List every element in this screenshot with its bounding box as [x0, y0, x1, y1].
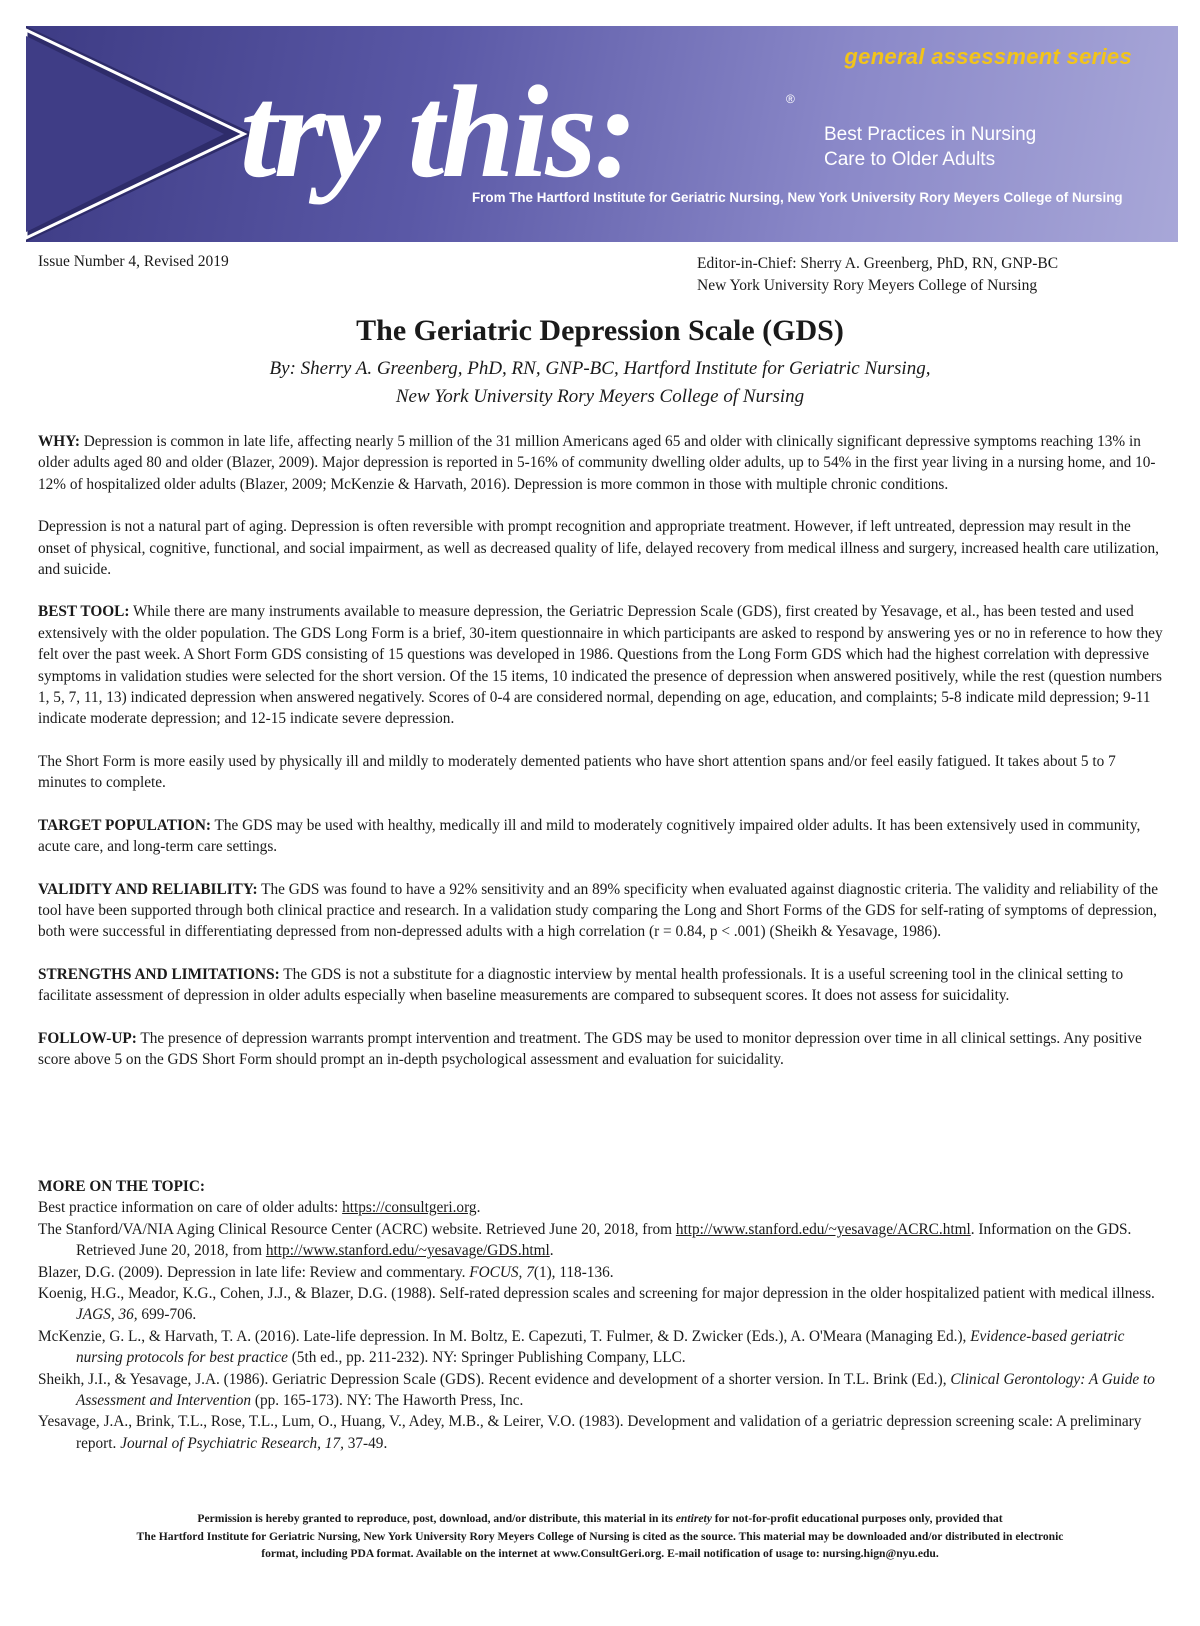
reference-text: . Information on the GDS. Retrieved June 20, 2018, from	[76, 1220, 1132, 1260]
byline-line-1: By: Sherry A. Greenberg, PhD, RN, GNP-BC, Hartford Institute for Geriatric Nursing,	[269, 358, 931, 379]
footer-text: for not-for-profit educational purposes only, provided that	[711, 1512, 1003, 1525]
section-strengths	[38, 964, 1164, 1007]
publisher-line: From The Hartford Institute for Geriatric Nursing, New York University Rory Meyers College of Nursing	[472, 190, 1123, 205]
reference-best-practice	[38, 1197, 1164, 1218]
consultgeri-link[interactable]: https://consultgeri.org	[342, 1199, 477, 1217]
editor-line-2: New York University Rory Meyers College of Nursing	[697, 277, 1038, 294]
reference-journal: Clinical Gerontology: A Guide to Assessment and Intervention	[76, 1370, 1155, 1410]
section-label: TARGET POPULATION:	[38, 816, 211, 834]
section-label: FOLLOW-UP:	[38, 1029, 137, 1047]
section-target-population	[38, 815, 1164, 858]
reference-journal: FOCUS, 7	[469, 1263, 534, 1281]
section-why	[38, 431, 1164, 495]
reference-yesavage	[38, 1411, 1164, 1454]
permission-footer	[30, 1510, 1170, 1563]
registered-mark: ®	[786, 92, 795, 106]
reference-text: Sheikh, J.I., & Yesavage, J.A. (1986). Geriatric Depression Scale (GDS). Recent evidence and development of a shorter version. In T.L. Brink (Ed.),	[38, 1370, 951, 1388]
try-this-logo: try this:	[240, 58, 635, 205]
section-follow-up	[38, 1028, 1164, 1071]
tagline-line-2: Care to Older Adults	[824, 149, 996, 170]
issue-number: Issue Number 4, Revised 2019	[38, 253, 229, 270]
section-label: BEST TOOL:	[38, 603, 130, 621]
footer-text: Permission is hereby granted to reproduce, post, download, and/or distribute, this material in its	[197, 1512, 676, 1525]
reference-sheikh	[38, 1369, 1164, 1412]
reference-text: .	[476, 1199, 481, 1217]
reference-journal: Journal of Psychiatric Research, 17,	[120, 1434, 344, 1452]
section-label: STRENGTHS AND LIMITATIONS:	[38, 965, 280, 983]
tagline	[824, 122, 1036, 172]
tagline-line-1: Best Practices in Nursing	[824, 124, 1037, 145]
section-validity	[38, 879, 1164, 943]
footer-line-1	[30, 1510, 1170, 1528]
section-text: The presence of depression warrants prompt intervention and treatment. The GDS may be used to monitor depression over time in all clinical settings. Any positive score above 5 on the GDS Short Form should prompt an in-depth psychological assessment and evaluation for suicidality.	[38, 1029, 1142, 1068]
editor-line-1: Editor-in-Chief: Sherry A. Greenberg, PhD, RN, GNP-BC	[697, 255, 1059, 272]
section-text: While there are many instruments available to measure depression, the Geriatric Depression Scale (GDS), first created by Yesavage, et al., has been tested and used extensively with the older population. The GDS Long Form is a brief, 30-item questionnaire in which participants are asked to respond by answering yes or no in reference to how they felt over the past week. A Short Form GDS consisting of 15 questions was developed in 1986. Questions from the Long Form GDS which had the highest correlation with depressive symptoms in validation studies were selected for the short version. Of the 15 items, 10 indicated the presence of depression when answered positively, while the rest (question numbers 1, 5, 7, 11, 13) indicated depression when answered negatively. Scores of 0-4 are considered normal, depending on age, education, and complaints; 5-8 indicate mild depression; 9-11 indicate moderate depression; and 12-15 indicate severe depression.	[38, 603, 1163, 728]
reference-text: (5th ed., pp. 211-232). NY: Springer Publishing Company, LLC.	[287, 1349, 686, 1367]
reference-text: (1), 118-136.	[533, 1263, 614, 1281]
section-text: Depression is common in late life, affecting nearly 5 million of the 31 million Americans aged 65 and older with clinically significant depressive symptoms reaching 13% in older adults aged 80 and older (Blazer, 2009). Major depression is reported in 5-16% of community dwelling older adults, up to 54% in the first year living in a nursing home, and 10-12% of hospitalized older adults (Blazer, 2009; McKenzie & Harvath, 2016). Depression is more common in those with multiple chronic conditions.	[38, 433, 1156, 493]
reference-text: 37-49.	[343, 1434, 388, 1452]
reference-text: Yesavage, J.A., Brink, T.L., Rose, T.L., Lum, O., Huang, V., Adey, M.B., & Leirer, V.O. (1983). Development and validation of a geriatric depression screening scale: A preliminary report.	[38, 1413, 1142, 1452]
reference-stanford	[38, 1219, 1164, 1262]
footer-line-3: format, including PDA format. Available on the internet at www.ConsultGeri.org. E-mail notification of usage to: nursing.hign@nyu.edu.	[261, 1547, 939, 1560]
section-best-tool	[38, 601, 1164, 729]
reference-journal: Evidence-based geriatric nursing protocols for best practice	[76, 1327, 1125, 1367]
series-label: general assessment series	[844, 44, 1132, 69]
references-section	[38, 1176, 1164, 1454]
document-body	[38, 431, 1164, 1091]
references-heading: MORE ON THE TOPIC:	[38, 1178, 206, 1195]
reference-text: Blazer, D.G. (2009). Depression in late life: Review and commentary.	[38, 1263, 470, 1281]
document-title: The Geriatric Depression Scale (GDS)	[356, 314, 844, 347]
footer-emphasis: entirety	[675, 1512, 712, 1525]
acrc-link[interactable]: http://www.stanford.edu/~yesavage/ACRC.html	[675, 1220, 971, 1238]
triangle-logo-icon	[26, 26, 266, 242]
section-text: The GDS is not a substitute for a diagnostic interview by mental health professionals. It is a useful screening tool in the clinical setting to facilitate assessment of depression in older adults especially when baseline measurements are compared to subsequent scores. It does not assess for suicidality.	[38, 965, 1124, 1005]
reference-text: (pp. 165-173). NY: The Haworth Press, Inc.	[251, 1392, 524, 1410]
reference-mckenzie	[38, 1326, 1164, 1369]
section-label: WHY:	[38, 433, 80, 450]
section-label: VALIDITY AND RELIABILITY:	[38, 880, 258, 898]
section-why-continued: Depression is not a natural part of aging. Depression is often reversible with prompt recognition and appropriate treatment. However, if left untreated, depression may result in the onset of physical, cognitive, functional, and social impairment, as well as decreased quality of life, delayed recovery from medical illness and surgery, increased health care utilization, and suicide.	[38, 518, 1159, 579]
footer-line-2: The Hartford Institute for Geriatric Nursing, New York University Rory Meyers College of Nursing is cited as the source. This material may be downloaded and/or distributed in electronic	[136, 1529, 1064, 1543]
section-text: The GDS was found to have a 92% sensitivity and an 89% specificity when evaluated against diagnostic criteria. The validity and reliability of the tool have been supported through both clinical practice and research. In a validation study comparing the Long and Short Forms of the GDS for self-rating of symptoms of depression, both were successful in differentiating depressed from non-depressed adults with a high correlation (r = 0.84, p < .001) (Sheikh & Yesavage, 1986).	[38, 880, 1159, 941]
section-best-tool-continued: The Short Form is more easily used by physically ill and mildly to moderately demented patients who have short attention spans and/or feel easily fatigued. It takes about 5 to 7 minutes to complete.	[38, 752, 1116, 792]
gds-link[interactable]: http://www.stanford.edu/~yesavage/GDS.html	[265, 1242, 550, 1260]
header-banner	[26, 26, 1178, 242]
reference-blazer	[38, 1262, 1164, 1283]
reference-text: 699-706.	[137, 1306, 197, 1324]
reference-journal: JAGS, 36,	[76, 1306, 138, 1324]
reference-text: .	[549, 1242, 554, 1260]
reference-text: The Stanford/VA/NIA Aging Clinical Resource Center (ACRC) website. Retrieved June 20, 2018, from	[38, 1220, 676, 1238]
reference-text: McKenzie, G. L., & Harvath, T. A. (2016). Late-life depression. In M. Boltz, E. Capezuti, T. Fulmer, & D. Zwicker (Eds.), A. O'Meara (Managing Ed.),	[38, 1327, 971, 1345]
byline	[0, 355, 1200, 411]
byline-line-2: New York University Rory Meyers College of Nursing	[395, 386, 805, 407]
reference-text: Koenig, H.G., Meador, K.G., Cohen, J.J., & Blazer, D.G. (1988). Self-rated depression scales and screening for major depression in the older hospitalized patient with medical illness.	[38, 1285, 1155, 1303]
section-text: The GDS may be used with healthy, medically ill and mild to moderately cognitively impaired older adults. It has been extensively used in community, acute care, and long-term care settings.	[38, 816, 1141, 856]
reference-koenig	[38, 1283, 1164, 1326]
reference-text: Best practice information on care of older adults:	[38, 1199, 343, 1217]
editor-info	[697, 253, 1058, 297]
